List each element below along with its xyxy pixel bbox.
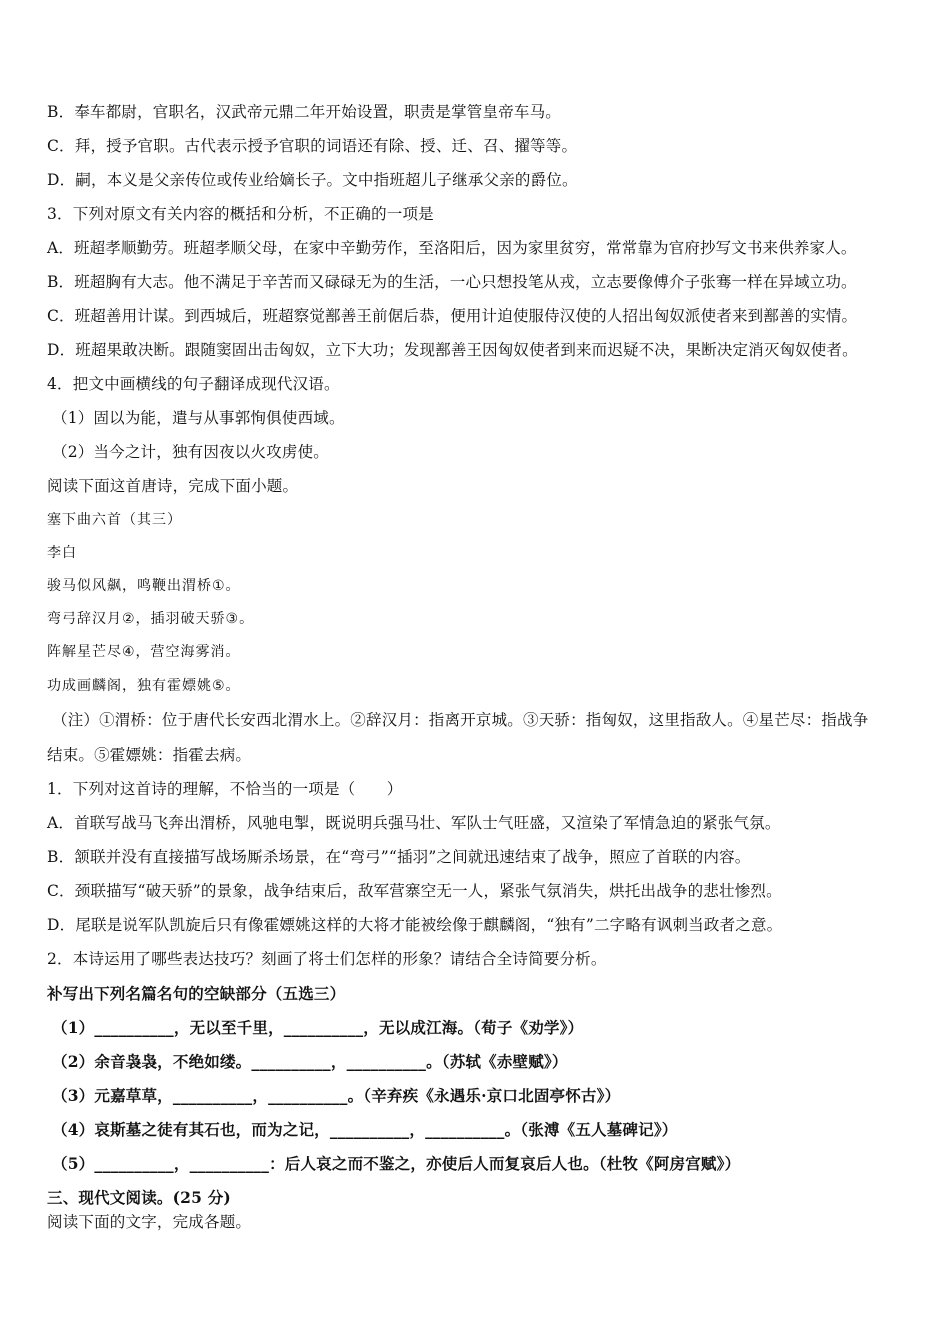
poem-line-4: 功成画麟阁，独有霍嫖姚⑤。 xyxy=(47,678,241,694)
poem-q1-option-b: B．颔联并没有直接描写战场厮杀场景，在“弯弓”“插羽”之间就迅速结束了战争，照应了首联的内容。 xyxy=(47,848,751,866)
section3-intro: 阅读下面的文字，完成各题。 xyxy=(47,1213,252,1231)
q3-option-c: C．班超善用计谋。到西城后，班超察觉鄯善王前倨后恭，便用计迫使服侍汉使的人招出匈奴派使者来到鄯善的实情。 xyxy=(47,307,858,325)
fill-item-4: （4）哀斯墓之徒有其石也，而为之记，__________，__________。（张溥《五人墓碑记》） xyxy=(52,1120,678,1139)
fill-item-5: （5）__________，__________：后人哀之而不鉴之，亦使后人而复哀后人也。（杜牧《阿房宫赋》） xyxy=(52,1154,741,1173)
poem-q1-stem: 1．下列对这首诗的理解，不恰当的一项是（ ） xyxy=(47,780,403,798)
q4-item-1: （1）固以为能，遣与从事郭恂俱使西域。 xyxy=(52,409,345,427)
poem-line-2: 弯弓辞汉月②，插羽破天骄③。 xyxy=(47,611,255,627)
q2-option-d: D．嗣，本义是父亲传位或传业给嫡长子。文中指班超儿子继承父亲的爵位。 xyxy=(47,171,578,189)
fill-title: 补写出下列名篇名句的空缺部分（五选三） xyxy=(47,984,346,1003)
q3-stem: 3．下列对原文有关内容的概括和分析，不正确的一项是 xyxy=(47,205,434,223)
q2-option-c: C．拜，授予官职。古代表示授予官职的词语还有除、授、迁、召、擢等等。 xyxy=(47,137,578,155)
q2-option-b: B．奉车都尉，官职名，汉武帝元鼎二年开始设置，职责是掌管皇帝车马。 xyxy=(47,103,561,121)
fill-item-2: （2）余音袅袅，不绝如缕。__________，__________。（苏轼《赤壁赋》） xyxy=(52,1052,568,1071)
poem-author: 李白 xyxy=(47,545,77,561)
q3-option-d: D．班超果敢决断。跟随窦固出击匈奴，立下大功；发现鄯善王因匈奴使者到来而迟疑不决，果断决定消灭匈奴使者。 xyxy=(47,341,858,359)
fill-item-1: （1）__________，无以至千里，__________，无以成江海。（荀子《劝学》） xyxy=(52,1018,584,1037)
poem-q1-option-a: A．首联写战马飞奔出渭桥，风驰电掣，既说明兵强马壮、军队士气旺盛，又渲染了军情急迫的紧张气氛。 xyxy=(47,814,781,832)
poem-intro: 阅读下面这首唐诗，完成下面小题。 xyxy=(47,477,299,495)
poem-line-1: 骏马似风飙，鸣鞭出渭桥①。 xyxy=(47,578,241,594)
poem-note: （注）①渭桥：位于唐代长安西北渭水上。②辞汉月：指离开京城。③天骄：指匈奴，这里指敌人。④星芒尽：指战争 xyxy=(52,711,869,729)
q4-stem: 4．把文中画横线的句子翻译成现代汉语。 xyxy=(47,375,340,393)
poem-line-3: 阵解星芒尽④，营空海雾消。 xyxy=(47,644,241,660)
q3-option-a: A．班超孝顺勤劳。班超孝顺父母，在家中辛勤劳作，至洛阳后，因为家里贫穷，常常靠为官府抄写文书来供养家人。 xyxy=(47,239,857,257)
q3-option-b: B．班超胸有大志。他不满足于辛苦而又碌碌无为的生活，一心只想投笔从戎，立志要像傅介子张骞一样在异域立功。 xyxy=(47,273,857,291)
fill-item-3: （3）元嘉草草，__________，__________。（辛弃疾《永遇乐·京口北固亭怀古》） xyxy=(52,1086,621,1105)
section3-title: 三、现代文阅读。(25 分) xyxy=(47,1188,231,1207)
q4-item-2: （2）当今之计，独有因夜以火攻虏使。 xyxy=(52,443,329,461)
poem-q2: 2．本诗运用了哪些表达技巧？刻画了将士们怎样的形象？请结合全诗简要分析。 xyxy=(47,950,607,968)
poem-title: 塞下曲六首（其三） xyxy=(47,512,182,528)
poem-note-cont: 结束。⑤霍嫖姚：指霍去病。 xyxy=(47,746,252,764)
poem-q1-option-c: C．颈联描写“破天骄”的景象，战争结束后，敌军营寨空无一人，紧张气氛消失，烘托出战争的悲壮惨烈。 xyxy=(47,882,782,900)
poem-q1-option-d: D．尾联是说军队凯旋后只有像霍嫖姚这样的大将才能被绘像于麒麟阁，“独有”二字略有讽刺当政者之意。 xyxy=(47,916,783,934)
